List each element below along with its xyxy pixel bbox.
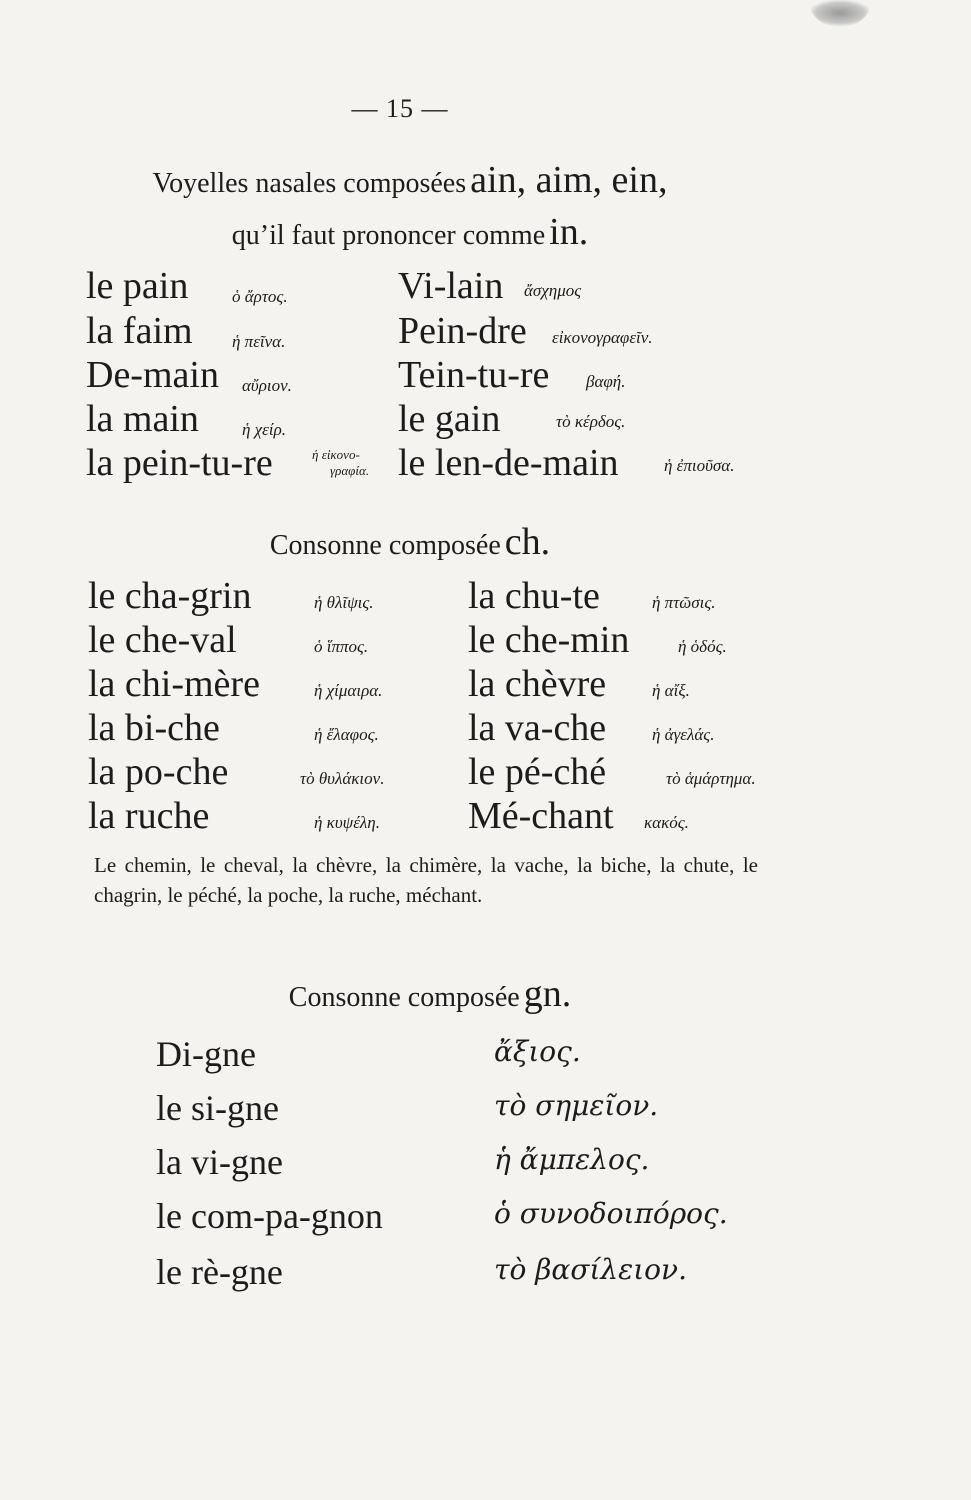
gn-gloss: τὸ βασίλειον. <box>494 1253 687 1286</box>
nasal-gloss-continued: γραφία. <box>330 463 370 478</box>
nasal-word: la main <box>86 398 199 440</box>
ch-word: la chèvre <box>468 663 607 705</box>
nasal-section-title <box>0 158 820 202</box>
nasal-word: Tein-tu-re <box>398 354 550 396</box>
nasal-gloss: ἄσχημος <box>524 281 582 300</box>
nasal-word: Vi-lain <box>398 265 504 307</box>
gn-gloss: ἄξιος. <box>494 1035 581 1068</box>
ch-title-text: Consonne composée <box>269 530 501 561</box>
ch-gloss: κακός. <box>644 813 689 832</box>
ch-word: la chu-te <box>468 575 600 617</box>
nasal-gloss: ἡ ἐπιοῦσα. <box>664 456 735 475</box>
gn-gloss: ἡ ἄμπελος. <box>494 1143 650 1176</box>
nasal-gloss: αὔριον. <box>242 376 292 395</box>
ch-gloss: τὸ ἁμάρτημα. <box>666 769 756 788</box>
ch-word: le pé-ché <box>468 751 607 793</box>
ch-gloss: ἡ πτῶσις. <box>652 593 716 612</box>
nasal-title-text: Voyelles nasales composées <box>152 168 467 199</box>
gn-word: Di-gne <box>156 1034 256 1074</box>
ch-gloss: ἡ ὁδός. <box>678 637 727 656</box>
gn-word: le com-pa-gnon <box>156 1196 383 1236</box>
ch-gloss: τὸ θυλάκιον. <box>300 769 385 788</box>
ch-gloss: ὁ ἵππος. <box>314 637 369 656</box>
ch-word: la va-che <box>468 707 607 749</box>
gn-word: la vi-gne <box>156 1142 283 1182</box>
ch-word: la chi-mère <box>88 663 260 705</box>
gn-section-title <box>0 972 860 1016</box>
nasal-section-subtitle <box>0 210 820 254</box>
gn-word: le rè-gne <box>156 1252 283 1292</box>
ch-word: la bi-che <box>88 707 220 749</box>
gn-word: le si-gne <box>156 1088 279 1128</box>
nasal-word: la pein-tu-re <box>86 442 273 484</box>
ch-word: le cha-grin <box>88 575 252 617</box>
nasal-gloss: ἡ χείρ. <box>242 420 286 439</box>
ch-word: la po-che <box>88 751 229 793</box>
nasal-word: le gain <box>398 398 501 440</box>
page-corner-smudge <box>809 0 871 26</box>
nasal-gloss: τὸ κέρδος. <box>556 412 626 431</box>
nasal-gloss: ἡ εἰκονο- <box>312 447 360 462</box>
gn-gloss: ὁ συνοδοιπόρος. <box>494 1197 728 1230</box>
ch-gloss: ἡ κυψέλη. <box>314 813 380 832</box>
gn-gloss: τὸ σημεῖον. <box>494 1089 659 1122</box>
nasal-word: Pein-dre <box>398 310 527 352</box>
ch-reading-paragraph: Le chemin, le cheval, la chèvre, la chimère, la vache, la biche, la chute, le chagrin, le péché, la poche, la ruche, méchant. <box>94 853 758 907</box>
ch-gloss: ἡ αἴξ. <box>652 681 690 700</box>
ch-gloss: ἡ χίμαιρα. <box>314 681 383 700</box>
ch-title-letters: ch. <box>504 521 551 563</box>
nasal-gloss: ὁ ἄρτος. <box>232 287 288 306</box>
ch-word: Mé-chant <box>468 795 614 837</box>
gn-title-letters: gn. <box>523 973 572 1015</box>
nasal-subtitle-text: qu’il faut prononcer comme <box>231 220 546 251</box>
nasal-gloss: ἡ πεῖνα. <box>232 332 286 351</box>
ch-gloss: ἡ ἔλαφος. <box>314 725 379 744</box>
nasal-word: De-main <box>86 354 219 396</box>
nasal-word: le len-de-main <box>398 442 619 484</box>
nasal-subtitle-letters: in. <box>549 211 589 253</box>
nasal-gloss: εἰκονογραφεῖν. <box>552 328 653 347</box>
ch-word: la ruche <box>88 795 210 837</box>
ch-gloss: ἡ ἀγελάς. <box>652 725 715 744</box>
ch-gloss: ἡ θλῖψις. <box>314 593 374 612</box>
nasal-title-letters: ain, aim, ein, <box>470 159 668 201</box>
nasal-word: le pain <box>86 265 189 307</box>
ch-word: le che-val <box>88 619 237 661</box>
ch-section-title <box>0 520 820 564</box>
nasal-gloss: βαφή. <box>586 372 626 391</box>
nasal-word: la faim <box>86 310 193 352</box>
ch-word: le che-min <box>468 619 630 661</box>
page-number: — 15 — <box>351 94 449 123</box>
gn-title-text: Consonne composée <box>288 982 520 1013</box>
